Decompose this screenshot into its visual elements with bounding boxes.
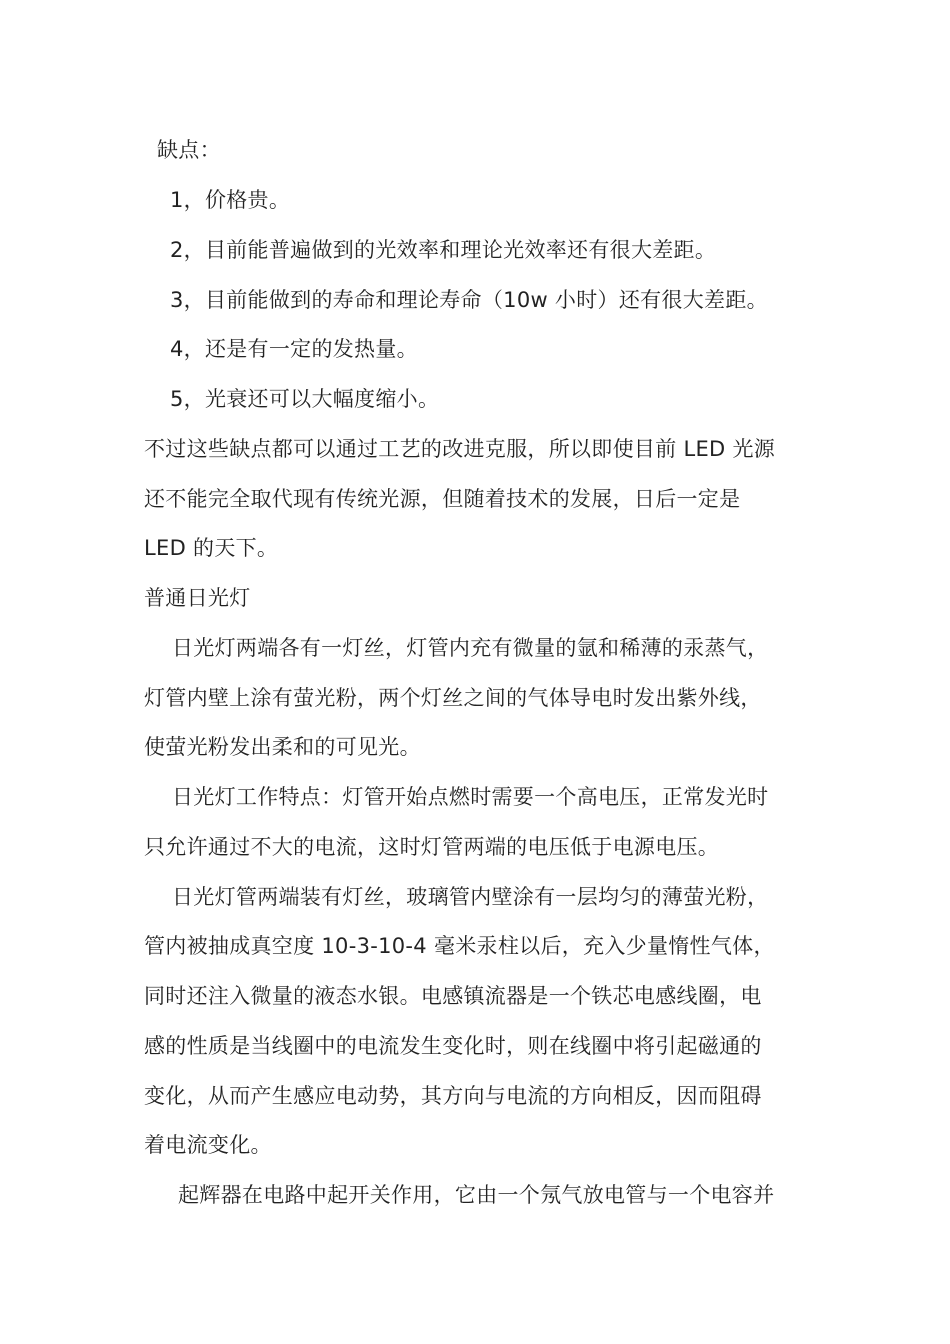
paragraph-line: 日光灯管两端装有灯丝，玻璃管内壁涂有一层均匀的薄萤光粉， bbox=[172, 885, 769, 909]
paragraph-line: 还不能完全取代现有传统光源，但随着技术的发展，日后一定是 bbox=[144, 487, 741, 511]
list-item: 2，目前能普遍做到的光效率和理论光效率还有很大差距。 bbox=[170, 238, 717, 262]
section-heading-disadvantages: 缺点： bbox=[157, 138, 221, 162]
list-item: 5，光衰还可以大幅度缩小。 bbox=[170, 387, 440, 411]
paragraph-line: 使萤光粉发出柔和的可见光。 bbox=[144, 735, 421, 759]
paragraph-line: 不过这些缺点都可以通过工艺的改进克服，所以即使目前 LED 光源 bbox=[144, 437, 776, 461]
list-item: 3，目前能做到的寿命和理论寿命（10w 小时）还有很大差距。 bbox=[170, 288, 768, 312]
paragraph-line: 日光灯两端各有一灯丝，灯管内充有微量的氩和稀薄的汞蒸气， bbox=[172, 636, 769, 660]
section-heading-fluorescent: 普通日光灯 bbox=[144, 586, 251, 610]
list-item: 4，还是有一定的发热量。 bbox=[170, 337, 418, 361]
paragraph-line: 只允许通过不大的电流，这时灯管两端的电压低于电源电压。 bbox=[144, 835, 720, 859]
paragraph-line: 同时还注入微量的液态水银。电感镇流器是一个铁芯电感线圈，电 bbox=[144, 984, 762, 1008]
paragraph-line: 感的性质是当线圈中的电流发生变化时，则在线圈中将引起磁通的 bbox=[144, 1034, 762, 1058]
list-item: 1，价格贵。 bbox=[170, 188, 291, 212]
paragraph-line: LED 的天下。 bbox=[144, 536, 279, 560]
paragraph-line: 起辉器在电路中起开关作用，它由一个氖气放电管与一个电容并 bbox=[178, 1183, 775, 1207]
paragraph-line: 日光灯工作特点：灯管开始点燃时需要一个高电压，正常发光时 bbox=[172, 785, 769, 809]
paragraph-line: 着电流变化。 bbox=[144, 1133, 272, 1157]
paragraph-line: 变化，从而产生感应电动势，其方向与电流的方向相反，因而阻碍 bbox=[144, 1084, 762, 1108]
paragraph-line: 管内被抽成真空度 10-3-10-4 毫米汞柱以后，充入少量惰性气体， bbox=[144, 934, 775, 958]
paragraph-line: 灯管内壁上涂有萤光粉，两个灯丝之间的气体导电时发出紫外线， bbox=[144, 686, 762, 710]
